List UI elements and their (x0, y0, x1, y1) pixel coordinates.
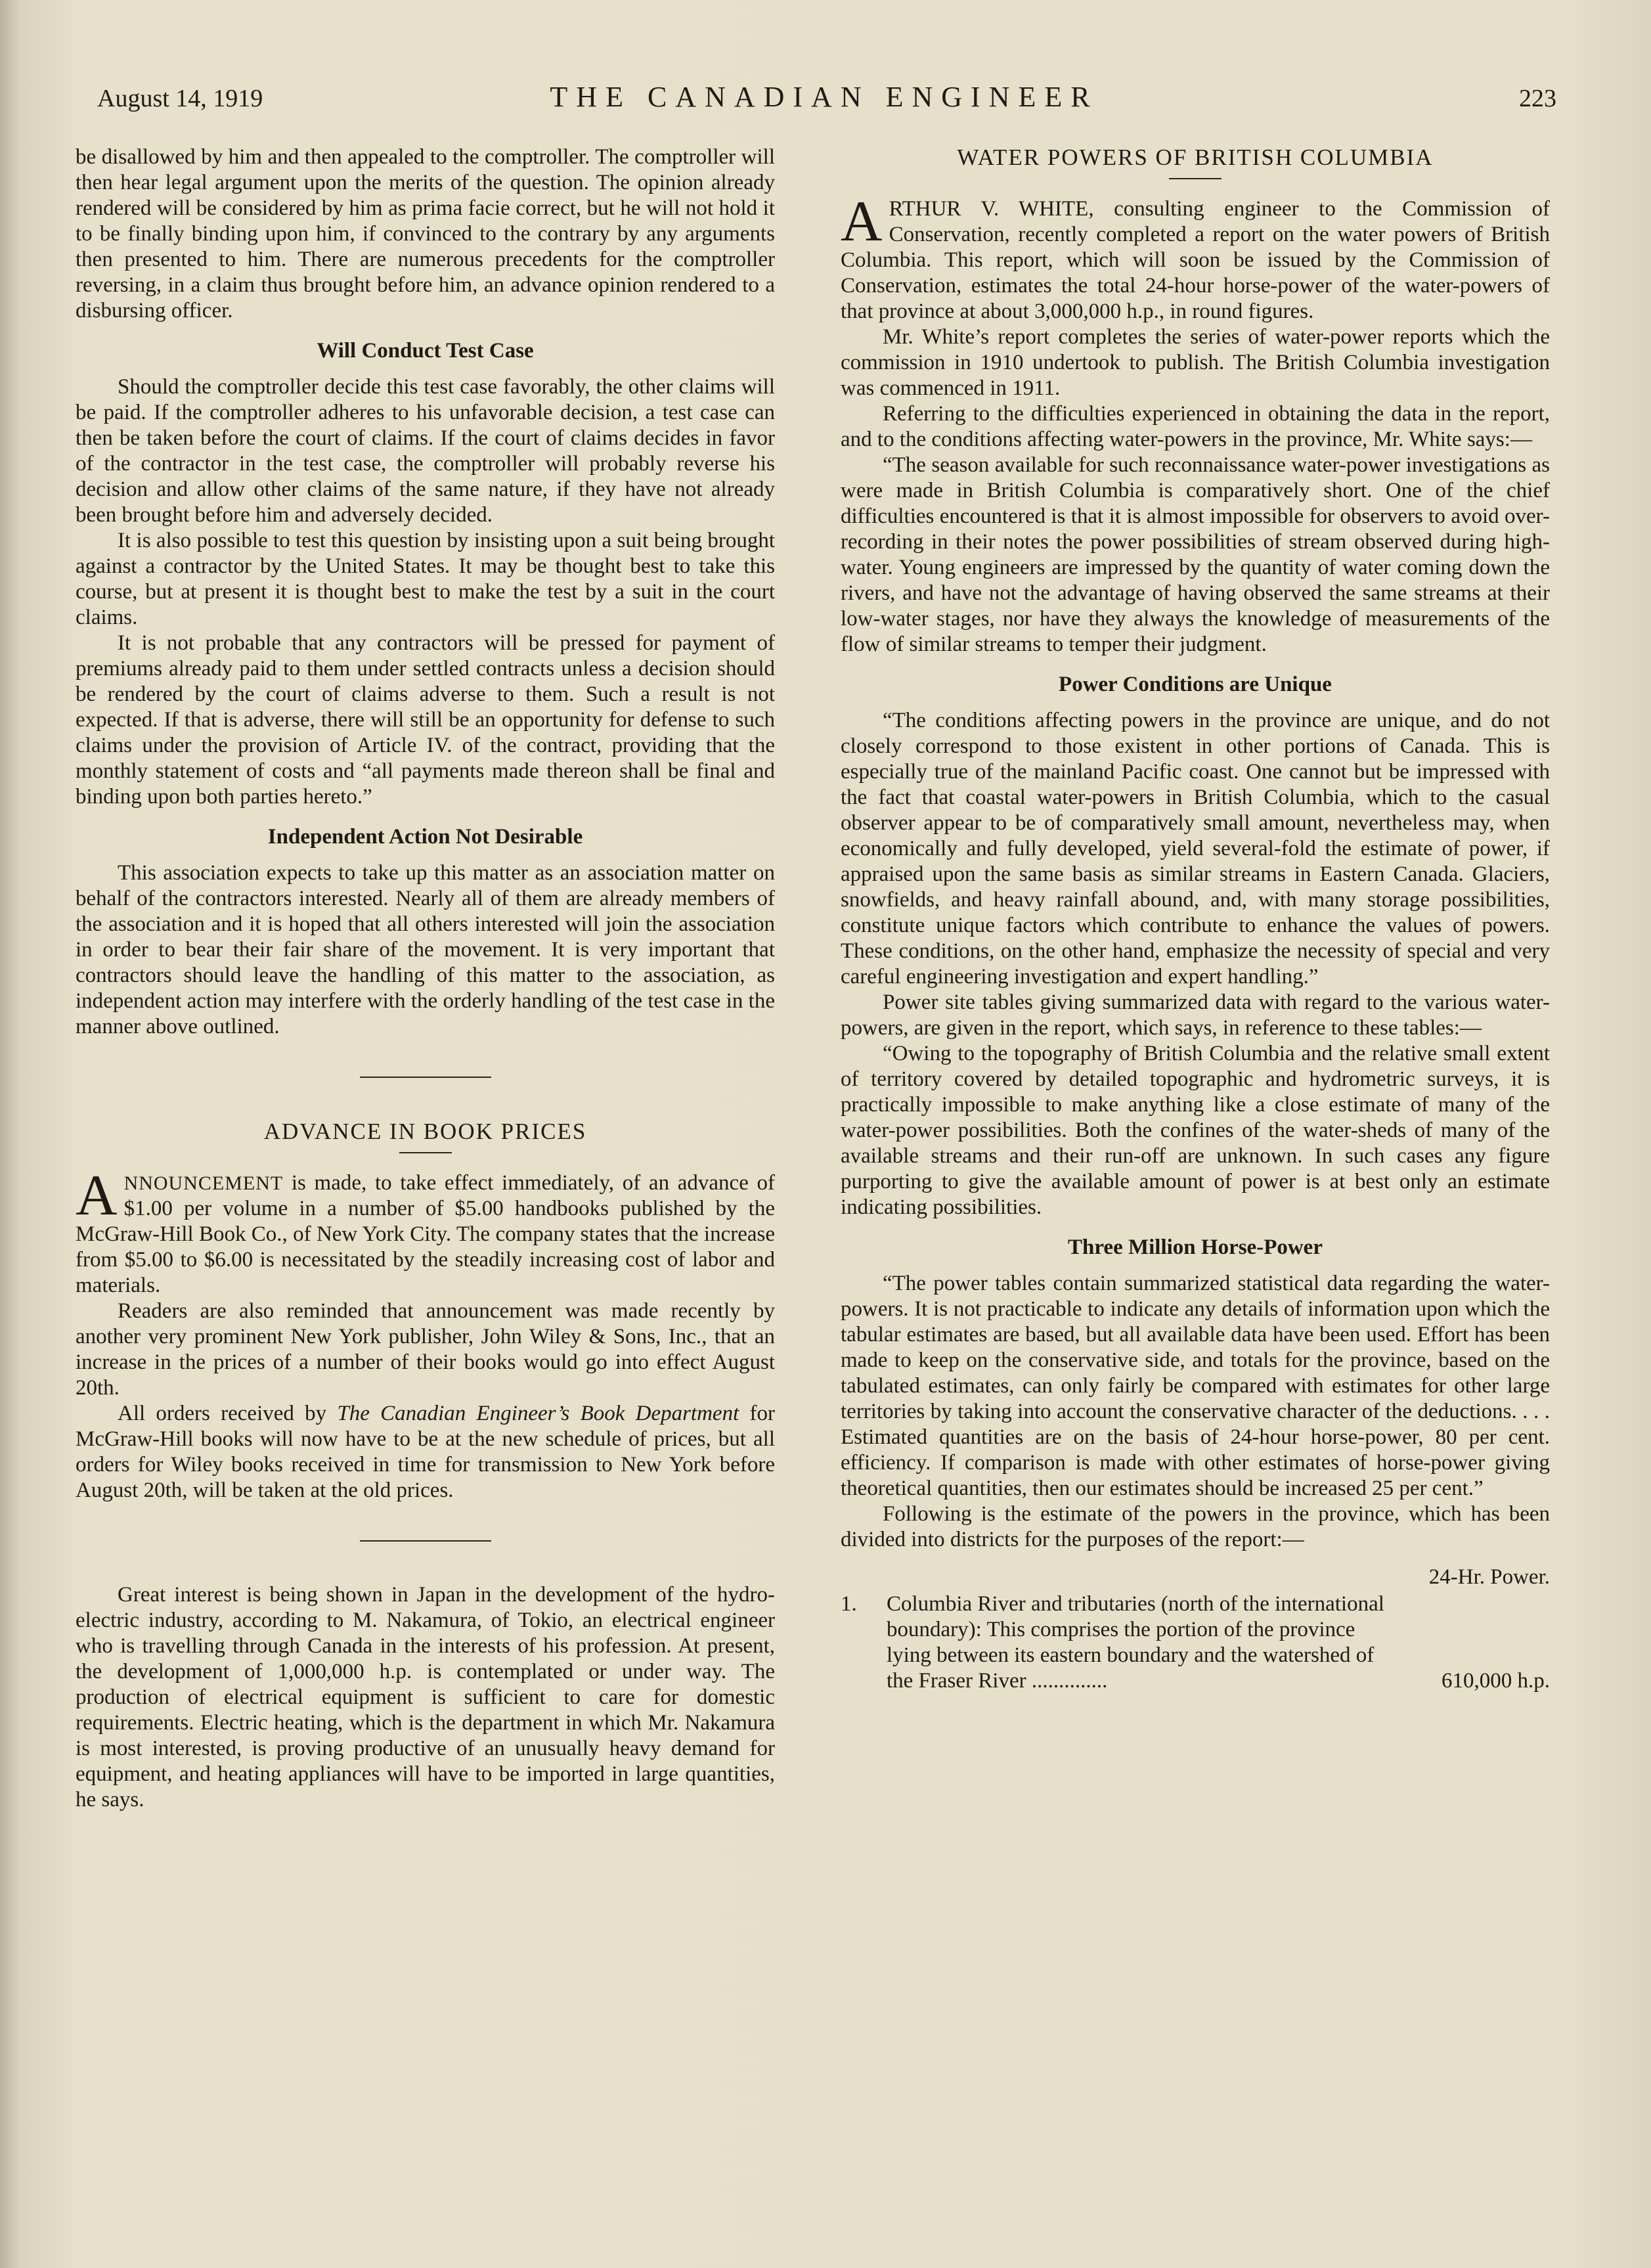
section-heading: Power Conditions are Unique (1059, 673, 1332, 696)
journal-title: THE CANADIAN ENGINEER (550, 81, 1099, 113)
row-description: Columbia River and tributaries (north of the international boundary): This comprises the portion of the province lying between its eastern boundary and the watershed of the Fraser River .............. (887, 1592, 1384, 1693)
paragraph: “The power tables contain summarized statistical data regarding the water-powers. It is not practicable to indicate any details of information upon which the tabular estimates are based, but all available data have been used. Effort has been made to keep on the conservative side, and totals for the province, based on the tabulated estimates, can only fairly be compared with estimates for other large territories by taking into account the conservative character of the deductions. . . . Estimated quantities are on the basis of 24-hour horse-power, 80 per cent. efficiency. If comparison is made with other estimates of horse-power giving theoretical quantities, then our estimates should be increased 25 per cent.” (841, 1272, 1550, 1500)
paragraph: All orders received by The Canadian Engineer’s Book Department for McGraw-Hill books will now have to be at the new schedule of prices, but all orders for Wiley books received in time for transmission to New York before August 20th, will be taken at the old prices. (76, 1402, 775, 1502)
section-heading: Will Conduct Test Case (317, 339, 534, 363)
paragraph: “Owing to the topography of British Columbia and the relative small extent of territory covered by detailed topographic and hydrometric surveys, it is practically impossible to make anything like a close estimate of many of the water-power possibilities. Both the confines of the water-sheds of many of the available streams and their run-off are unknown. In such cases any figure purporting to give the available amount of power is at best only an estimate indicating possibilities. (841, 1042, 1550, 1219)
section-heading: Three Million Horse-Power (1068, 1235, 1323, 1259)
article-title: WATER POWERS OF BRITISH COLUMBIA (957, 145, 1434, 170)
divider (1169, 178, 1222, 179)
section-heading: Independent Action Not Desirable (267, 825, 583, 849)
divider (360, 1077, 491, 1078)
left-column (76, 145, 775, 1813)
drop-cap: A (76, 1164, 118, 1228)
row-value: 610,000 h.p. (1442, 1669, 1550, 1693)
paragraph: “The season available for such reconnaissance water-power investigations as were made in British Columbia is comparatively short. One of the chief difficulties encountered is that it is almost impossible for observers to avoid over-recording in their notes the power possibilities of stream observed during high-water. Young engineers are impressed by the quantity of water coming down the rivers, and have not the advantage of having observed the same streams at their low-water stages, nor have they always the knowledge of measurements of the flow of similar streams to temper their judgment. (841, 453, 1550, 656)
drop-cap: A (841, 190, 883, 254)
table-column-header: 24-Hr. Power. (1428, 1565, 1550, 1589)
issue-date: August 14, 1919 (97, 85, 263, 112)
paragraph: This association expects to take up this matter as an association matter on behalf of the contractors interested. Nearly all of them are already members of the association and it is hoped that all others interested will join the association in order to bear their fair share of the movement. It is very important that contractors should leave the handling of this matter to the association, as independent action may interfere with the orderly handling of the test case in the manner above outlined. (76, 861, 775, 1038)
table-row (841, 1591, 1550, 1694)
row-number: 1. (841, 1592, 857, 1616)
paragraph: Should the comptroller decide this test case favorably, the other claims will be paid. If the comptroller adheres to his unfavorable decision, a test case can then be taken before the court of claims. If the court of claims decides in favor of the contractor in the test case, the comptroller will probably reverse his decision and allow other claims of the same nature, if they have not already been brought before him and adversely decided. (76, 375, 775, 527)
paragraph: It is not probable that any contractors will be pressed for payment of premiums already paid to them under settled contracts unless a decision should be rendered by the court of claims adverse to them. Such a result is not expected. If that is adverse, there will still be an opportunity for defense to such claims under the provision of Article IV. of the contract, providing that the monthly statement of costs and “all payments made thereon shall be final and binding upon both parties hereto.” (76, 631, 775, 809)
paragraph: be disallowed by him and then appealed to the comptroller. The comptroller will then hear legal argument upon the merits of the question. The opinion already rendered will be considered by him as prima facie correct, but he will not hold it to be finally binding upon him, if convinced to the contrary by any arguments then presented to him. There are numerous precedents for the comptroller reversing, in a claim thus brought before him, an advance opinion rendered to a disbursing officer. (76, 145, 775, 322)
paragraph: Following is the estimate of the powers in the province, which has been divided into districts for the purposes of the report:— (841, 1502, 1550, 1551)
right-column (841, 145, 1550, 1694)
paragraph: Power site tables giving summarized data with regard to the various water-powers, are given in the report, which says, in reference to these tables:— (841, 990, 1550, 1040)
divider (399, 1152, 452, 1153)
paragraph: Readers are also reminded that announcement was made recently by another very prominent New York publisher, John Wiley & Sons, Inc., that an increase in the prices of a number of their books would go into effect August 20th. (76, 1299, 775, 1400)
paragraph: Great interest is being shown in Japan in the development of the hydro-electric industry, according to M. Nakamura, of Tokio, an electrical engineer who is travelling through Canada in the interests of his profession. At present, the development of 1,000,000 h.p. is contemplated or under way. The production of electrical equipment is sufficient to care for domestic requirements. Electric heating, which is the department in which Mr. Nakamura is most interested, is proving productive of an unusually heavy demand for equipment, and heating appliances will have to be imported in large quantities, he says. (76, 1583, 775, 1812)
paragraph: Mr. White’s report completes the series of water-power reports which the commission in 1910 undertook to publish. The British Columbia investigation was commenced in 1911. (841, 325, 1550, 400)
article-title: ADVANCE IN BOOK PRICES (263, 1119, 587, 1144)
paragraph: ARTHUR V. WHITE, consulting engineer to the Commission of Conservation, recently completed a report on the water powers of British Columbia. This report, which will soon be issued by the Commission of Conservation, estimates the total 24-hour horse-power of the water-powers of that province at about 3,000,000 h.p., in round figures. (841, 190, 1550, 323)
paragraph: Referring to the difficulties experienced in obtaining the data in the report, and to the conditions affecting water-powers in the province, Mr. White says:— (841, 402, 1550, 451)
paragraph: “The conditions affecting powers in the province are unique, and do not closely correspond to those existent in other portions of Canada. This is especially true of the mainland Pacific coast. One cannot but be impressed with the fact that coastal water-powers in British Columbia, which to the casual observer appear to be of comparatively small amount, nevertheless may, when economically and fully developed, yield several-fold the estimate of power, if appraised upon the same basis as similar streams in Eastern Canada. Glaciers, snowfields, and heavy rainfall abound, and, with many storage possibilities, constitute unique factors which contribute to enhance the values of powers. These conditions, on the other hand, emphasize the necessity of special and very careful engineering investigation and expert handling.” (841, 709, 1550, 989)
paragraph: ANNOUNCEMENT is made, to take effect immediately, of an advance of $1.00 per volume in a number of $5.00 handbooks published by the McGraw-Hill Book Co., of New York City. The company states that the increase from $5.00 to $6.00 is necessitated by the steadily increasing cost of labor and materials. (76, 1164, 775, 1297)
page-header (92, 79, 1556, 118)
divider (360, 1540, 491, 1542)
paragraph: It is also possible to test this question by insisting upon a suit being brought against a contractor by the United States. It may be thought best to take this course, but at present it is thought best to make the test by a suit in the court claims. (76, 529, 775, 629)
page-number: 223 (1519, 85, 1556, 112)
